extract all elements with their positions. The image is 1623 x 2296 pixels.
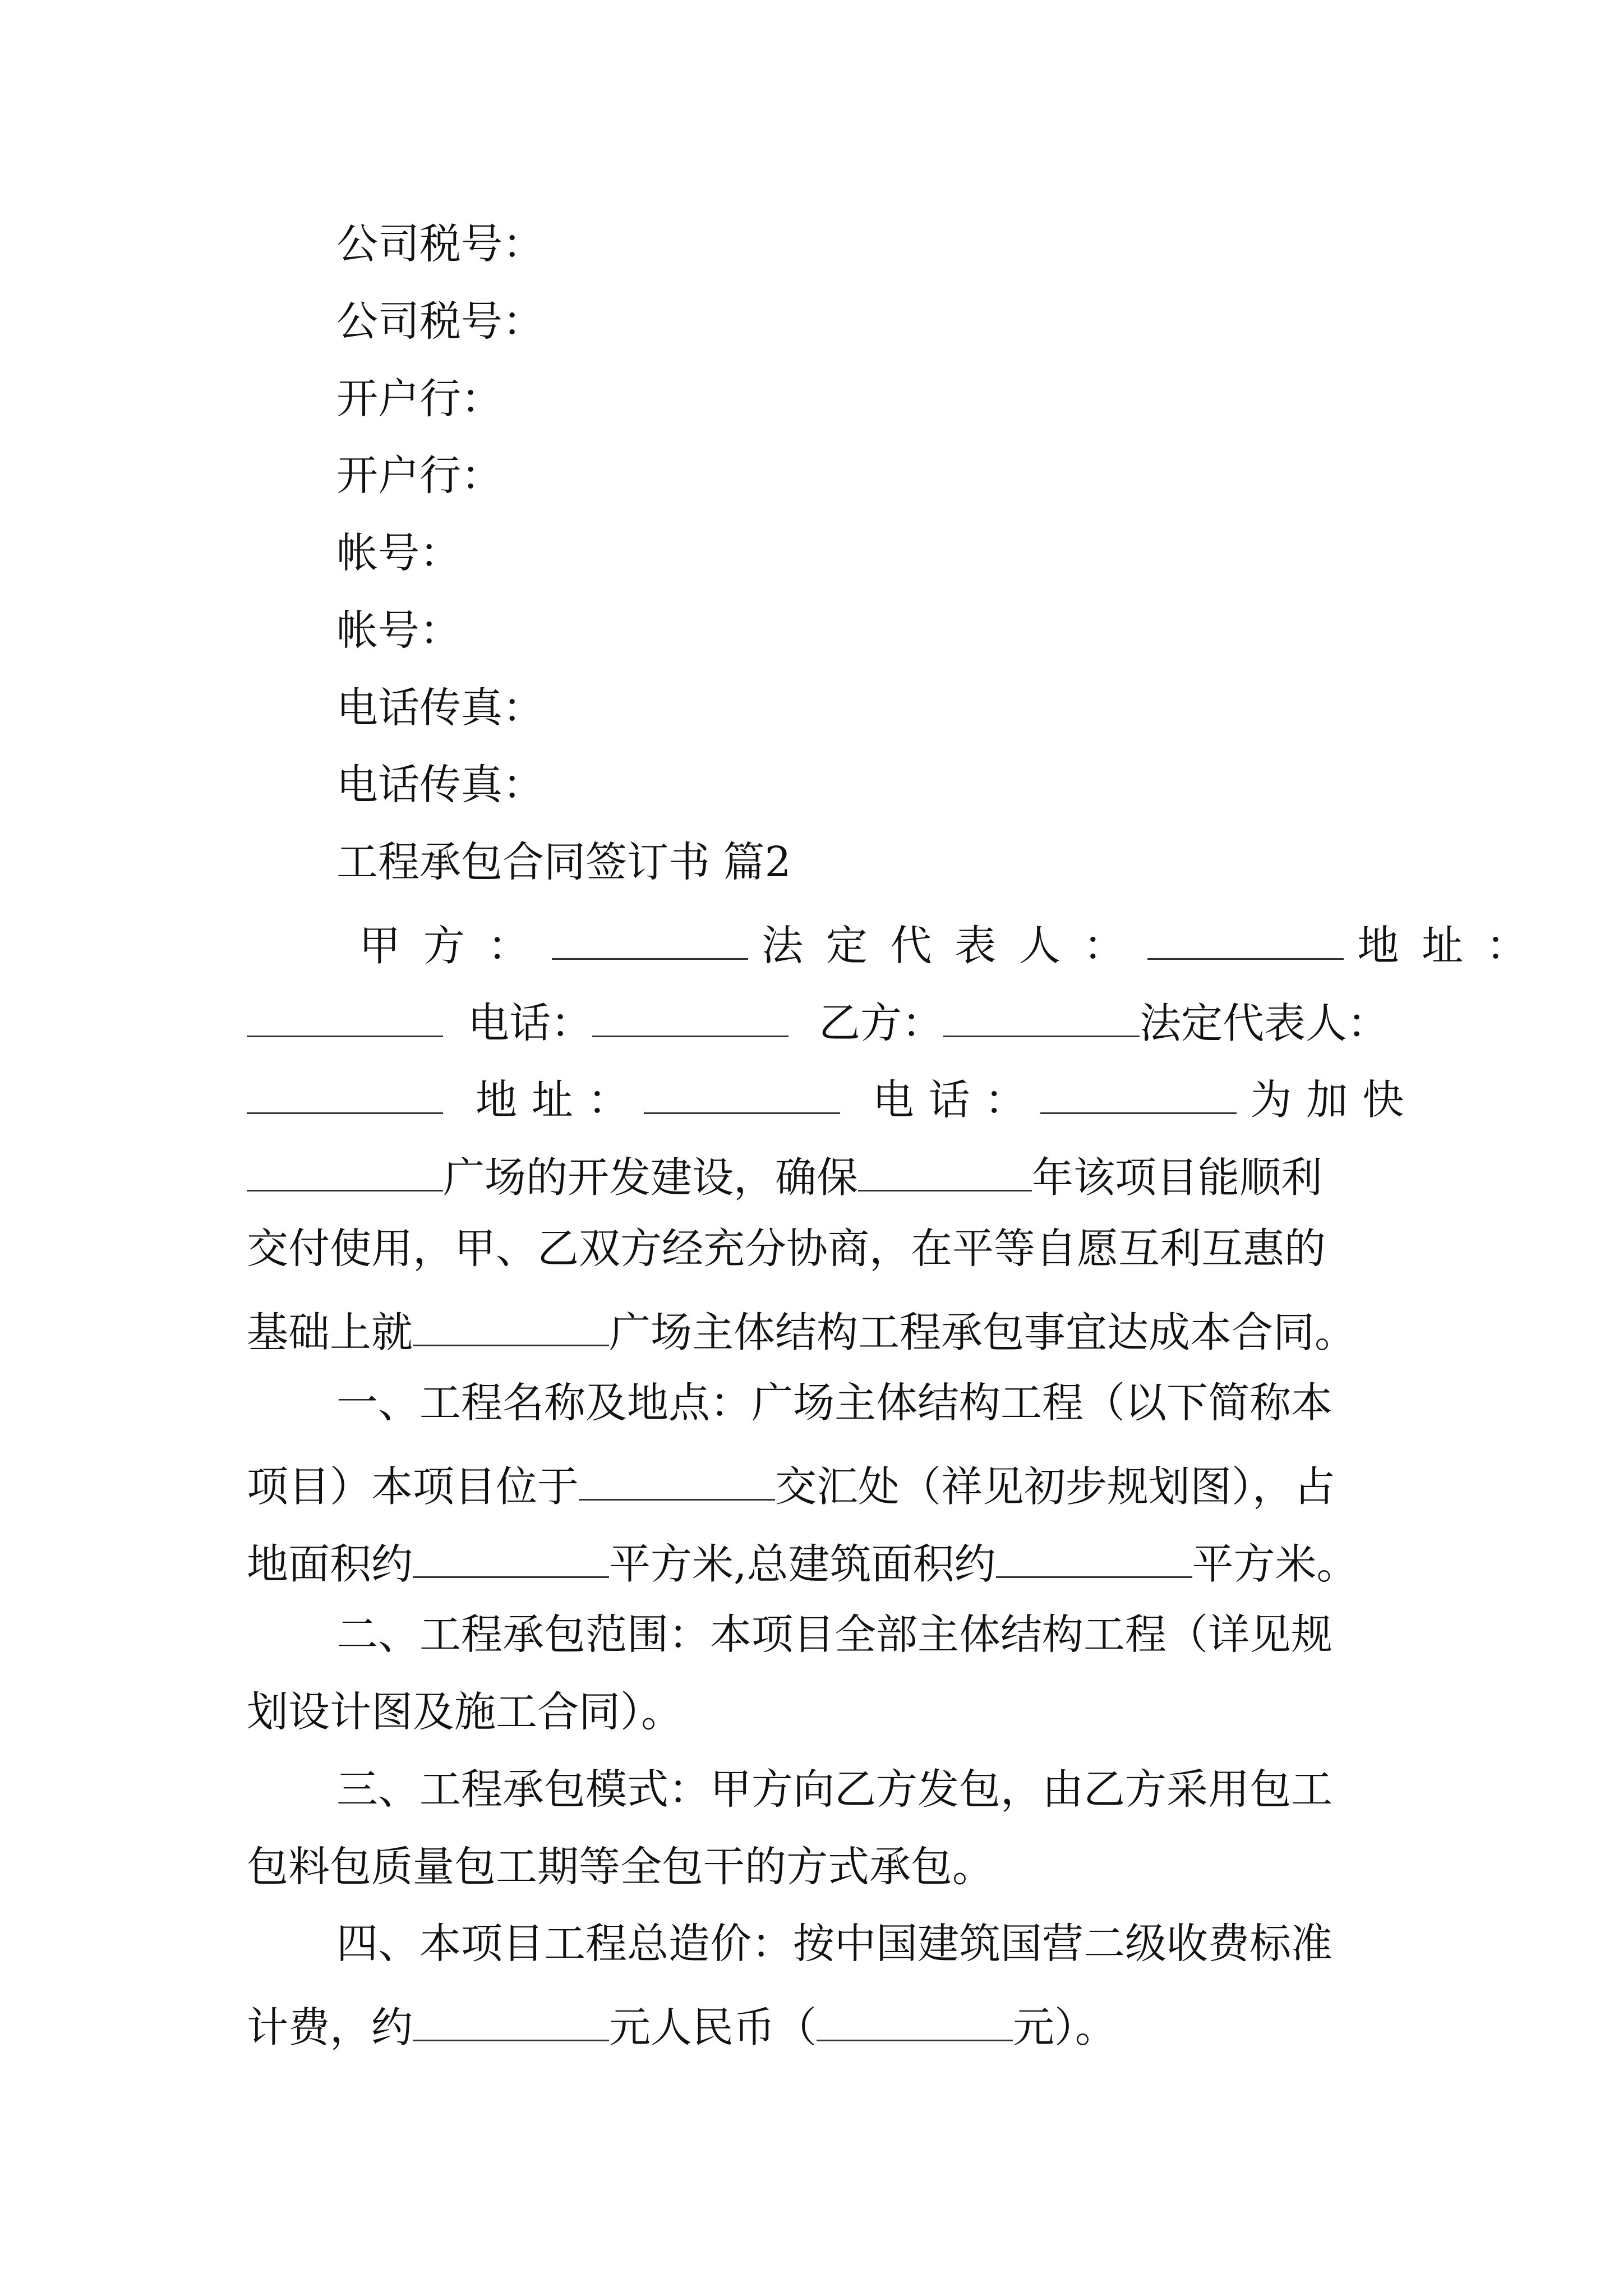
blank-field bbox=[996, 1537, 1192, 1578]
blank-field bbox=[858, 1151, 1032, 1191]
field-tax-id-label: 公司税号： bbox=[336, 297, 544, 346]
legal-rep-label: 法定代表人： bbox=[762, 922, 1148, 970]
legal-rep-b-label: 法定代表人： bbox=[1140, 999, 1389, 1048]
clause-text: 平方米。 bbox=[1192, 1540, 1358, 1589]
clause-text: 元）。 bbox=[1013, 2003, 1117, 2052]
clause-text: 地面积约 bbox=[247, 1540, 413, 1589]
phone-label: 电话： bbox=[468, 999, 592, 1048]
blank-field bbox=[592, 996, 789, 1037]
field-phone-fax-label: 电话传真： bbox=[336, 684, 544, 732]
preamble-line-3 bbox=[247, 1305, 1356, 1357]
address-b-label: 地址： bbox=[476, 1076, 644, 1125]
blank-field bbox=[552, 919, 748, 960]
blank-field bbox=[413, 2000, 609, 2041]
preamble-text: 广场主体结构工程承包事宜达成本合同。 bbox=[609, 1308, 1356, 1357]
clause-4-line-1: 四、本项目工程总造价：按中国建筑国营二级收费标准 bbox=[336, 1920, 1332, 1968]
clause-text: 平方米,总建筑面积约 bbox=[609, 1540, 996, 1589]
blank-field bbox=[247, 996, 443, 1037]
clause-text: 交汇处（祥见初步规划图），占 bbox=[775, 1462, 1335, 1511]
clause-2-line-1: 二、工程承包范围：本项目全部主体结构工程（详见规 bbox=[336, 1611, 1332, 1659]
phone-b-label: 电话： bbox=[872, 1076, 1041, 1125]
blank-field bbox=[247, 1151, 443, 1191]
clause-1-line-3 bbox=[247, 1537, 1358, 1589]
blank-field bbox=[247, 1073, 443, 1114]
preamble-text: 广场的开发建设，确保 bbox=[443, 1153, 858, 1202]
clause-1-line-1: 一、工程名称及地点：广场主体结构工程（以下简称本 bbox=[336, 1379, 1332, 1427]
field-account-label: 帐号： bbox=[336, 529, 461, 577]
blank-field bbox=[943, 996, 1140, 1037]
preamble-line-2: 交付使用，甲、乙双方经充分协商，在平等自愿互利互惠的 bbox=[247, 1225, 1326, 1273]
blank-field bbox=[413, 1537, 609, 1578]
blank-field bbox=[579, 1460, 775, 1501]
blank-field bbox=[644, 1073, 840, 1114]
address-label: 地址： bbox=[1357, 922, 1551, 970]
clause-text: 元人民币（ bbox=[609, 2003, 817, 2052]
clause-2-line-2: 划设计图及施工合同）。 bbox=[247, 1688, 683, 1736]
to-speed-text: 为加快 bbox=[1250, 1076, 1419, 1125]
party-b-label: 乙方： bbox=[819, 999, 943, 1048]
blank-field bbox=[817, 2000, 1013, 2041]
field-tax-id-label: 公司税号： bbox=[336, 220, 544, 268]
preamble-line-1 bbox=[247, 1151, 1322, 1202]
section-heading: 工程承包合同签订书 篇2 bbox=[336, 838, 791, 886]
parties-line-2 bbox=[247, 996, 1389, 1048]
blank-field bbox=[1147, 919, 1344, 960]
clause-3-line-1: 三、工程承包模式：甲方向乙方发包，由乙方采用包工 bbox=[336, 1765, 1332, 1814]
blank-field bbox=[1040, 1073, 1237, 1114]
field-account-label: 帐号： bbox=[336, 606, 461, 655]
clause-text: 项目）本项目位于 bbox=[247, 1462, 579, 1511]
clause-text: 计费，约 bbox=[247, 2003, 413, 2052]
field-bank-label: 开户行： bbox=[336, 375, 502, 423]
party-a-label: 甲方： bbox=[359, 922, 552, 970]
preamble-text: 年该项目能顺利 bbox=[1032, 1153, 1322, 1202]
clause-4-line-2 bbox=[247, 2000, 1117, 2052]
clause-1-line-2 bbox=[247, 1460, 1335, 1511]
field-phone-fax-label: 电话传真： bbox=[336, 761, 544, 809]
parties-line-1 bbox=[359, 919, 1551, 970]
blank-field bbox=[413, 1305, 609, 1346]
parties-line-3 bbox=[247, 1073, 1419, 1125]
preamble-text: 基础上就 bbox=[247, 1308, 413, 1357]
field-bank-label: 开户行： bbox=[336, 452, 502, 500]
clause-3-line-2: 包料包质量包工期等全包干的方式承包。 bbox=[247, 1843, 994, 1891]
